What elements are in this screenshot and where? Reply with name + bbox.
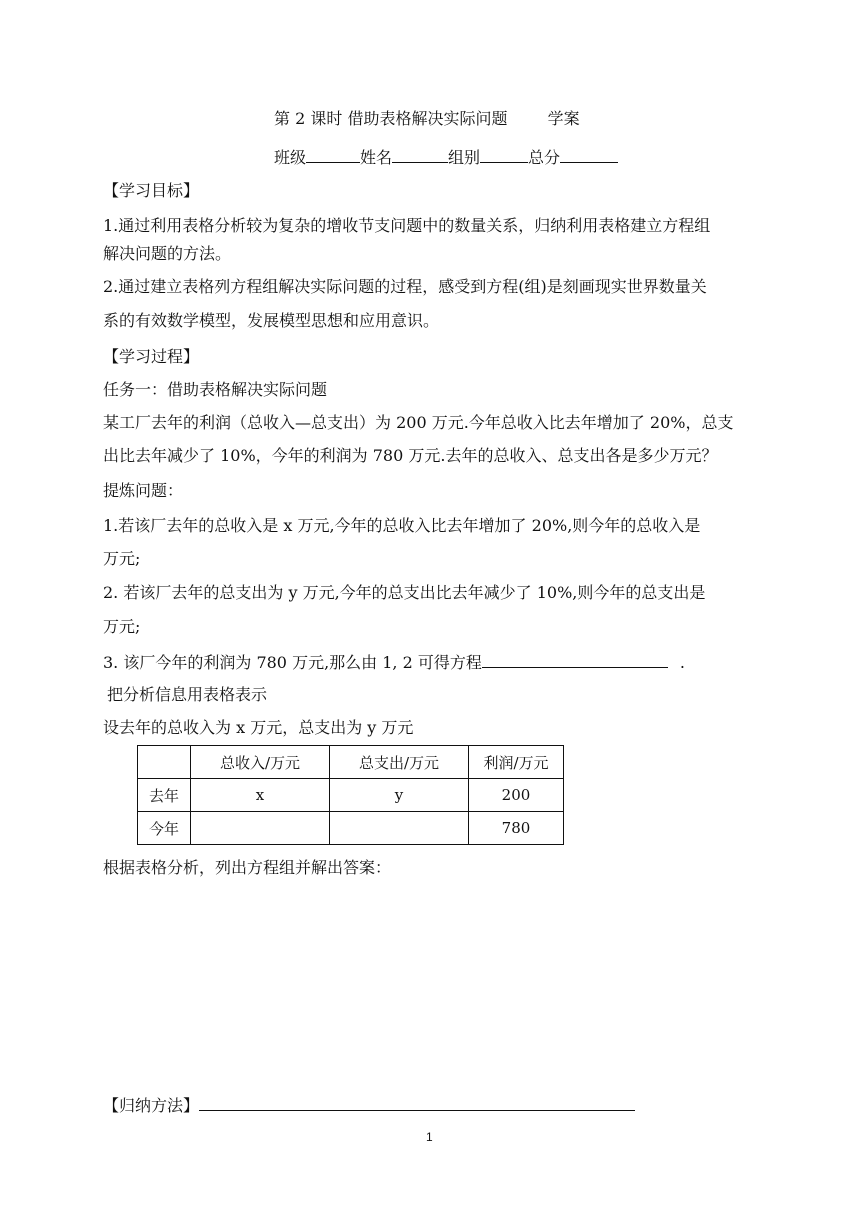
table-intro: 把分析信息用表格表示 [107, 685, 268, 704]
question-2-line-1: 2. 若该厂去年的总支出为 y 万元,今年的总支出比去年减少了 10%,则今年的总支出是 [103, 583, 706, 602]
title-text: 第 2 课时 借助表格解决实际问题 [274, 109, 508, 128]
summary-label: 【归纳方法】 [103, 1096, 200, 1115]
assumption-line: 设去年的总收入为 x 万元，总支出为 y 万元 [103, 718, 414, 737]
analysis-table [137, 745, 564, 845]
table-cell: 200 [469, 779, 564, 812]
table-header-cell-profit: 利润/万元 [469, 746, 564, 779]
page-number: 1 [426, 1130, 433, 1144]
score-blank [560, 146, 618, 163]
table-row [138, 812, 564, 845]
name-label: 姓名 [360, 148, 393, 167]
process-heading: 【学习过程】 [103, 347, 200, 366]
after-table-instruction: 根据表格分析，列出方程组并解出答案： [103, 858, 392, 877]
table-header-row [138, 746, 564, 779]
problem-line-2: 出比去年减少了 10%，今年的利润为 780 万元.去年的总收入、总支出各是多少万元？ [103, 446, 718, 465]
goal-2-line-2: 系的有效数学模型，发展模型思想和应用意识。 [103, 311, 440, 330]
title-suffix: 学案 [547, 109, 580, 128]
table-cell-row-label: 去年 [138, 779, 191, 812]
table-header-cell-expense: 总支出/万元 [330, 746, 469, 779]
student-info-line [274, 146, 618, 168]
name-blank [392, 146, 448, 163]
question-1-line-2: 万元; [103, 549, 141, 568]
group-label: 组别 [448, 148, 481, 167]
question-3-period: . [679, 653, 685, 672]
goal-2-line-1: 2.通过建立表格列方程组解决实际问题的过程，感受到方程(组)是刻画现实世界数量关 [103, 277, 707, 296]
goals-heading: 【学习目标】 [103, 181, 200, 200]
table-cell: x [191, 779, 330, 812]
table-cell-row-label: 今年 [138, 812, 191, 845]
summary-line [103, 1094, 635, 1116]
question-3-text: 3. 该厂今年的利润为 780 万元,那么由 1, 2 可得方程 [103, 653, 482, 672]
table-row [138, 779, 564, 812]
class-blank [306, 146, 360, 163]
goal-1-line-1: 1.通过利用表格分析较为复杂的增收节支问题中的数量关系，归纳利用表格建立方程组 [103, 216, 711, 235]
table-header-cell-income: 总收入/万元 [191, 746, 330, 779]
question-3 [103, 651, 685, 673]
class-label: 班级 [274, 148, 307, 167]
refine-label: 提炼问题： [103, 481, 184, 500]
table-header-cell-empty [138, 746, 191, 779]
group-blank [480, 146, 528, 163]
question-1-line-1: 1.若该厂去年的总收入是 x 万元,今年的总收入比去年增加了 20%,则今年的总收入是 [103, 516, 701, 535]
task-1-title: 任务一：借助表格解决实际问题 [103, 380, 328, 399]
equation-blank[interactable] [482, 651, 668, 668]
score-label: 总分 [528, 148, 561, 167]
table-cell[interactable] [191, 812, 330, 845]
goal-1-line-2: 解决问题的方法。 [103, 244, 232, 263]
page-title [274, 109, 580, 129]
table-cell: 780 [469, 812, 564, 845]
summary-blank[interactable] [199, 1094, 635, 1111]
problem-line-1: 某工厂去年的利润（总收入—总支出）为 200 万元.今年总收入比去年增加了 20%，总支 [103, 413, 734, 432]
table-cell: y [330, 779, 469, 812]
question-2-line-2: 万元; [103, 617, 141, 636]
table-cell[interactable] [330, 812, 469, 845]
